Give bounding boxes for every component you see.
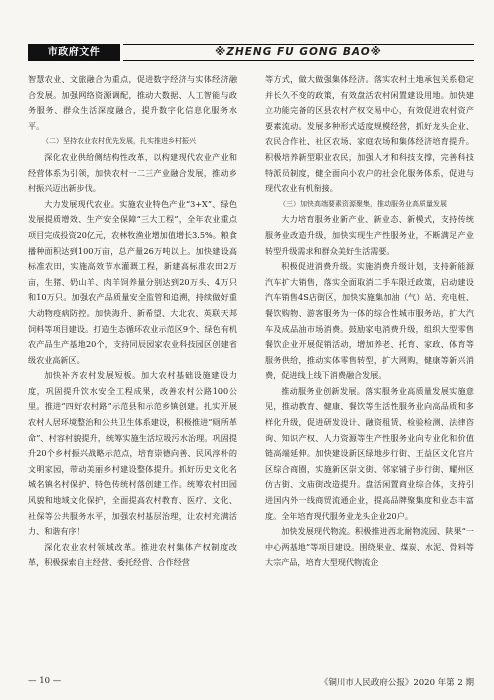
paragraph: 大力培育服务业新产业、新业态、新模式，支持传统服务业改造升级，加快实现生产性服务业，不断满足产业转型升级需求和群众美好生活需要。 (265, 214, 474, 256)
paragraph: 深化农业供给侧结构性改革，以构建现代农业产业和经营体系为引领，加快农村一二三产业融合发展，推动乡村振兴迈出新步伐。 (28, 151, 237, 194)
publication-source: 《铜川市人民政府公报》2020 年第 2 期 (319, 678, 474, 688)
paragraph: 大力发展现代农业。实施农业特色产业“3+X”、绿色发展提质增效、生产安全保障“三大工程”，全年农业重点项目完成投资20亿元，农林牧渔业增加值增长3.5%。粮食播种面积达到100万亩，总产量26万吨以上。加快建设高标准农田，实施高效节水灌溉工程，新建高标准农田2万亩，生猪、奶山羊、肉羊饲养量分别达到20万头、4万只和10万只。加强农产品质量安全监管和追溯，持续做好重大动物疫病防控。加快海升、新希望、大北农、英联天邦饲料等项目建设。打造生态循环农业示范区9个、绿色有机农产品生产基地20个，支持同辰园家农业科技园区创建省级农业高新区。 (28, 198, 237, 365)
paragraph: 积极促进消费升级。实施消费升级计划，支持新能源汽车扩大销售，落实全面取消二手车限迁政策，启动建设汽车销售4S店街区，加快实施集加油（气）站、充电桩、餐饮购物、游客服务为一体的综合性城市服务站，扩大汽车及成品油市场消费。鼓励家电消费升级，组织大型零售餐饮企业开展促销活动，增加养老、托育、家政、体育等服务供给，推动实体零售转型，扩大网购，健康等新兴消费，促进线上线下消费融合发展。 (265, 261, 474, 381)
left-column (28, 72, 237, 571)
paragraph: 智慧农业、文旅融合为重点，促进数字经济与实体经济融合发展。加强网络资源调配，推动大数据、人工智能与政务服务、群众生活深度融合，提升数字化信息化服务水平。 (28, 74, 237, 131)
paragraph: 等方式，做大做强集体经济。落实农村土地承包关系稳定并长久不变的政策，有效盘活农村闲置建设用地。加快建立功能完备的区县农村产权交易中心，有效促进农村资产要素流动。发展多种形式适度规模经营，抓好龙头企业、农民合作社、社区农场、家庭农场和集体经济培育提升。积极培养新型职业农民，加强人才和科技支撑，完善科技特派员制度，健全面向小农户的社会化服务体系，促进与现代农业有机衔接。 (265, 74, 474, 194)
page-number: — 10 — (28, 676, 62, 686)
paragraph: 加快补齐农村发展短板。加大农村基础设施建设力度，巩固提升饮水安全工程成果，改善农村公路100公里。推进“四好农村路”示范县和示范乡镇创建。扎实开展农村人居环境整治和公共卫生体系建设，积极推进“厕所革命”、村容村貌提升，统筹实施生活垃圾污水治理。巩固提升20个乡村振兴战略示范点，培育崇德向善、民风淳朴的文明家园，带动美丽乡村建设整体提升。抓好历史文化名城名镇名村保护、特色传统村落创建工作。统筹农村田园风貌和地域文化保护，全面提高农村教育、医疗、文化、社保等公共服务水平，加强农村基层治理，让农村充满活力、和谐有序！ (28, 370, 237, 537)
paragraph: 深化农业农村领域改革。推进农村集体产权制度改革，积极探索自主经营、委托经营、合作经营 (28, 541, 237, 568)
right-column (265, 72, 474, 571)
paragraph: 推动服务业创新发展。落实服务业高质量发展实施意见，推动教育、健康、餐饮等生活性服务业向高品质和多样化升级，促进研发设计、融资租赁、检验检测、法律咨询、知识产权、人力资源等生产性服务业向专业化和价值链高端延伸。加快建设新区绿地步行街、王益区文化宫片区综合商圈，实施新区崇文街、邻家铺子步行街、耀州区仿古街、文庙街改造提升。盘活闲置商业综合体，支持引进国内外一线商贸流通企业，提高品牌聚集度和业态丰富度。全年培育现代服务业龙头企业20户。 (265, 385, 474, 521)
page-header (28, 44, 474, 61)
journal-title: ※ZHENG FU GONG BAO※ (215, 46, 382, 58)
section-label: 市政府文件 (28, 44, 120, 61)
section-heading: （三）加快高端要素资源聚集，推动服务业高质量发展 (279, 199, 447, 208)
paragraph: 加快发展现代物流。积极推进西北耐物流园、陕果“一中心两基地”等项目建设。围绕果业、煤炭、水泥、骨料等大宗产品，培育大型现代物流企 (265, 526, 474, 568)
section-heading: （二）坚持农业农村优先发展，扎实推进乡村振兴 (42, 137, 196, 146)
